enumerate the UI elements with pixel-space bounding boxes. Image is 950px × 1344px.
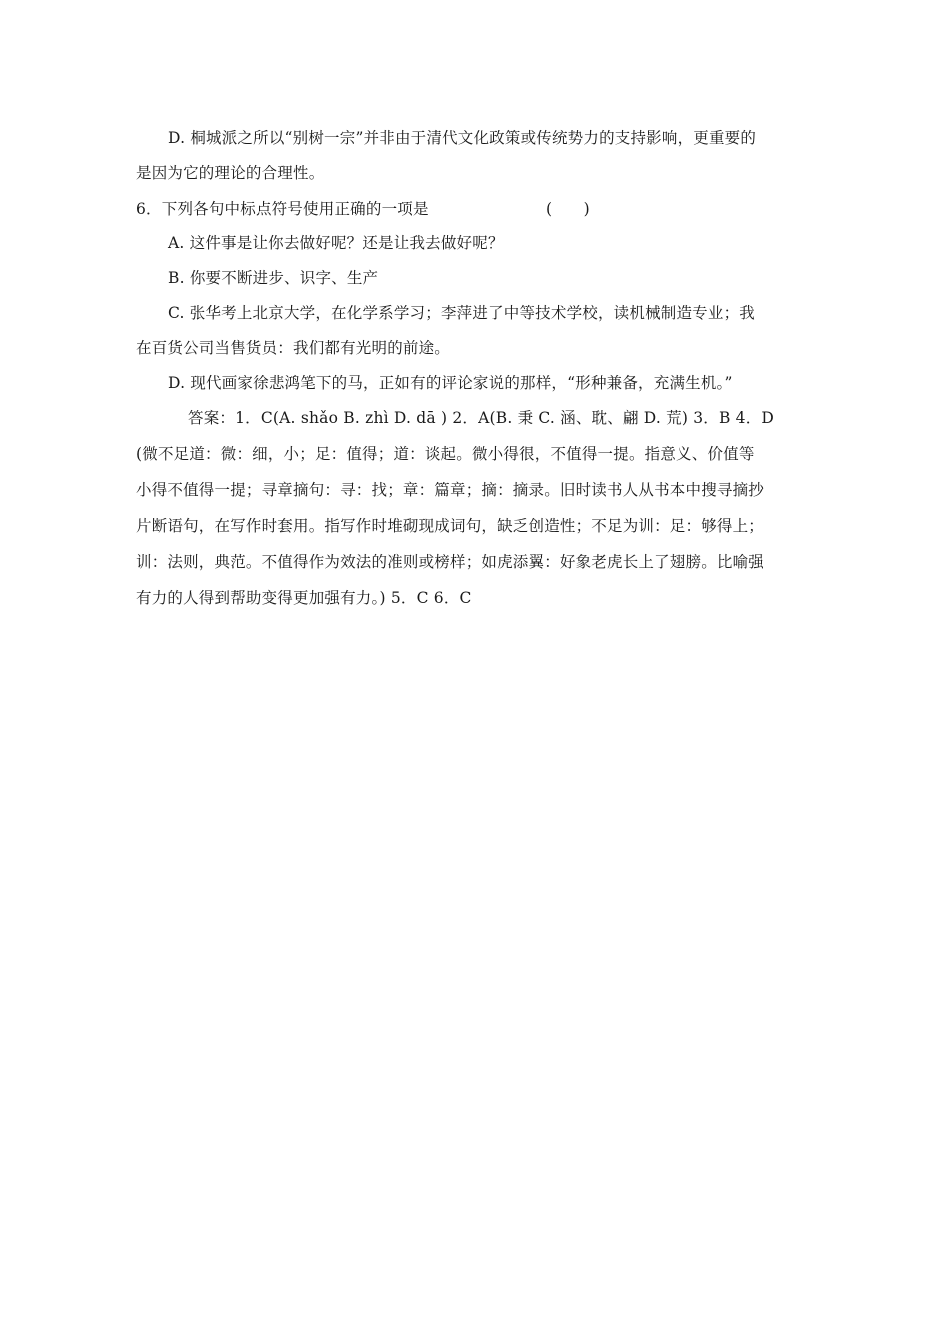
question-6-text: 6．下列各句中标点符号使用正确的一项是 bbox=[136, 200, 429, 218]
q6-option-b: B. 你要不断进步、识字、生产 bbox=[168, 269, 379, 287]
answer-line-3: 小得不值得一提；寻章摘句：寻：找；章：篇章；摘：摘录。旧时读书人从书本中搜寻摘抄 bbox=[136, 481, 765, 499]
q6-option-d: D. 现代画家徐悲鸿笔下的马，正如有的评论家说的那样，“形种兼备，充满生机。” bbox=[168, 374, 733, 392]
q6-option-c-line2: 在百货公司当售货员：我们都有光明的前途。 bbox=[136, 339, 451, 357]
q6-option-c-line1: C. 张华考上北京大学，在化学系学习；李萍进了中等技术学校，读机械制造专业；我 bbox=[168, 304, 755, 322]
answer-line-6: 有力的人得到帮助变得更加强有力。) 5．C 6．C bbox=[136, 589, 472, 607]
answer-bracket: ( ) bbox=[546, 200, 590, 218]
answer-line-1: 答案：1．C(A. shǎo B. zhì D. dā ) 2．A(B. 秉 C. 涵、耽、翩 D. 荒) 3．B 4．D bbox=[188, 409, 775, 427]
answer-line-2: (微不足道：微：细，小；足：值得；道：谈起。微小得很，不值得一提。指意义、价值等 bbox=[136, 445, 755, 463]
answer-line-5: 训：法则，典范。不值得作为效法的准则或榜样；如虎添翼：好象老虎长上了翅膀。比喻强 bbox=[136, 553, 765, 571]
q6-option-a: A. 这件事是让你去做好呢？还是让我去做好呢？ bbox=[168, 234, 504, 252]
q5-option-d-line2: 是因为它的理论的合理性。 bbox=[136, 164, 325, 182]
answer-line-4: 片断语句，在写作时套用。指写作时堆砌现成词句，缺乏创造性；不足为训：足：够得上； bbox=[136, 517, 765, 535]
question-6-stem bbox=[136, 199, 816, 219]
q5-option-d-line1: D. 桐城派之所以“别树一宗”并非由于清代文化政策或传统势力的支持影响，更重要的 bbox=[168, 129, 757, 147]
